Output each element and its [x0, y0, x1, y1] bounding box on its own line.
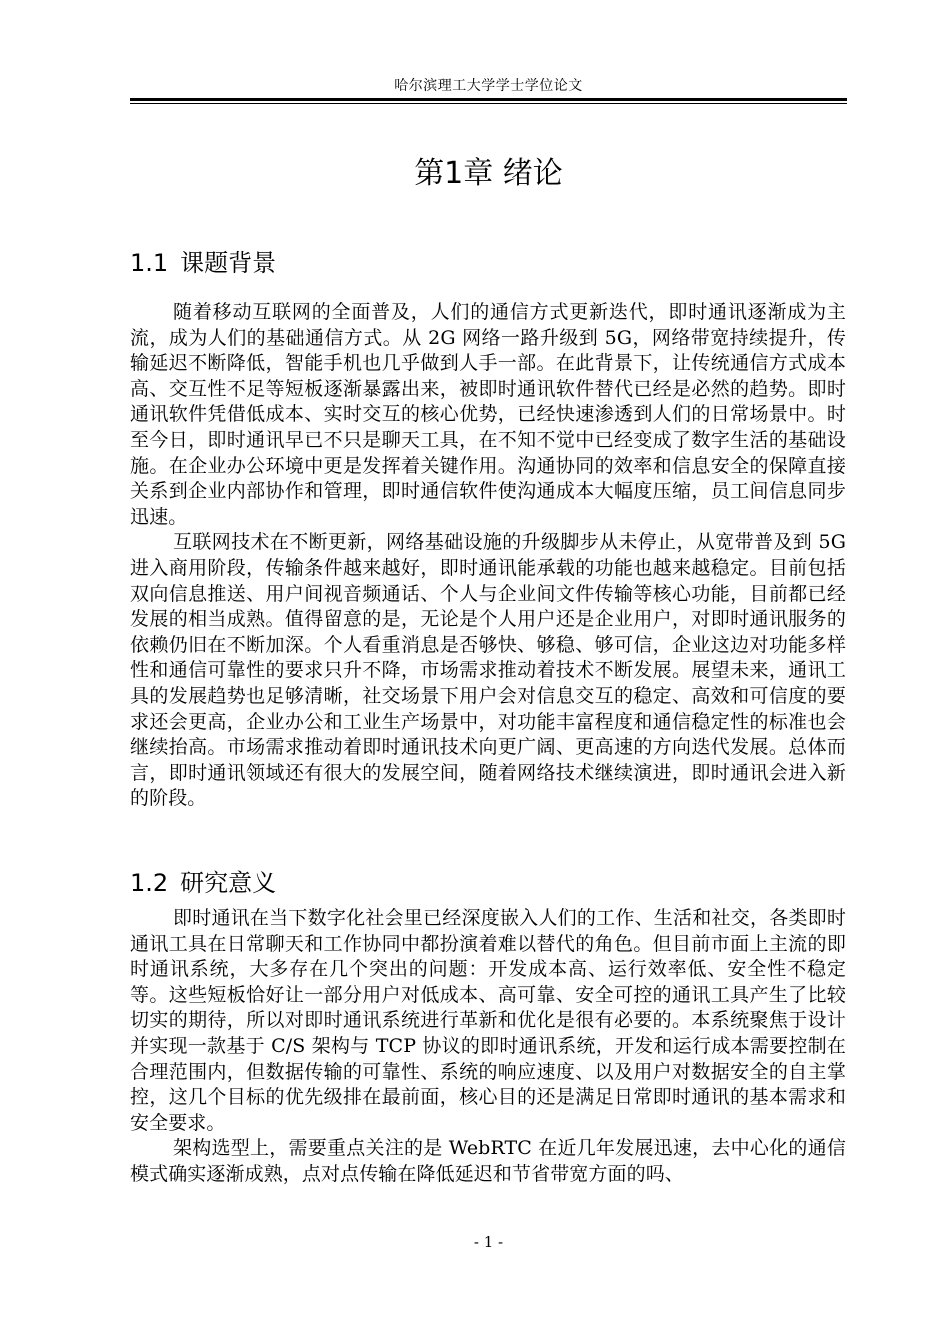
- chapter-title: 第1章 绪论: [414, 156, 563, 191]
- running-header: 哈尔滨理工大学学士学位论文: [394, 78, 583, 94]
- section-body-background: [130, 300, 846, 812]
- section-number: 1.2: [130, 869, 169, 897]
- body-paragraph: 架构选型上，需要重点关注的是 WebRTC 在近几年发展迅速，去中心化的通信模式确实逐渐成熟，点对点传输在降低延迟和节省带宽方面的吗、: [130, 1137, 846, 1185]
- section-heading-background: [130, 248, 276, 278]
- section-heading-significance: [130, 868, 276, 898]
- header-rule: [130, 98, 847, 101]
- page-number: - 1 -: [473, 1233, 504, 1251]
- body-paragraph: 互联网技术在不断更新，网络基础设施的升级脚步从未停止，从宽带普及到 5G 进入商用阶段，传输条件越来越好，即时通讯能承载的功能也越来越稳定。目前包括双向信息推送、用户间视音频通话、个人与企业间文件传输等核心功能，目前都已经发展的相当成熟。值得留意的是，无论是个人用户还是企业用户，对即时通讯服务的依赖仍旧在不断加深。个人看重消息是否够快、够稳、够可信，企业这边对功能多样性和通信可靠性的要求只升不降，市场需求推动着技术不断发展。展望未来，通讯工具的发展趋势也足够清晰，社交场景下用户会对信息交互的稳定、高效和可信度的要求还会更高，企业办公和工业生产场景中，对功能丰富程度和通信稳定性的标准也会继续抬高。市场需求推动着即时通讯技术向更广阔、更高速的方向迭代发展。总体而言，即时通讯领域还有很大的发展空间，随着网络技术继续演进，即时通讯会进入新的阶段。: [130, 531, 846, 810]
- section-title: 研究意义: [180, 869, 277, 897]
- section-number: 1.1: [130, 249, 169, 277]
- body-paragraph: 随着移动互联网的全面普及，人们的通信方式更新迭代，即时通讯逐渐成为主流，成为人们的基础通信方式。从 2G 网络一路升级到 5G，网络带宽持续提升，传输延迟不断降低，智能手机也几乎做到人手一部。在此背景下，让传统通信方式成本高、交互性不足等短板逐渐暴露出来，被即时通讯软件替代已经是必然的趋势。即时通讯软件凭借低成本、实时交互的核心优势，已经快速渗透到人们的日常场景中。时至今日，即时通讯早已不只是聊天工具，在不知不觉中已经变成了数字生活的基础设施。在企业办公环境中更是发挥着关键作用。沟通协同的效率和信息安全的保障直接关系到企业内部协作和管理，即时通信软件使沟通成本大幅度压缩，员工间信息同步迅速。: [130, 301, 846, 528]
- header-rule-thin: [130, 103, 847, 104]
- section-body-significance: [130, 906, 846, 1188]
- section-title: 课题背景: [180, 249, 277, 277]
- body-paragraph: 即时通讯在当下数字化社会里已经深度嵌入人们的工作、生活和社交，各类即时通讯工具在日常聊天和工作协同中都扮演着难以替代的角色。但目前市面上主流的即时通讯系统，大多存在几个突出的问题：开发成本高、运行效率低、安全性不稳定等。这些短板恰好让一部分用户对低成本、高可靠、安全可控的通讯工具产生了比较切实的期待，所以对即时通讯系统进行革新和优化是很有必要的。本系统聚焦于设计并实现一款基于 C/S 架构与 TCP 协议的即时通讯系统，开发和运行成本需要控制在合理范围内，但数据传输的可靠性、系统的响应速度、以及用户对数据安全的自主掌控，这几个目标的优先级排在最前面，核心目的还是满足日常即时通讯的基本需求和安全要求。: [130, 907, 846, 1134]
